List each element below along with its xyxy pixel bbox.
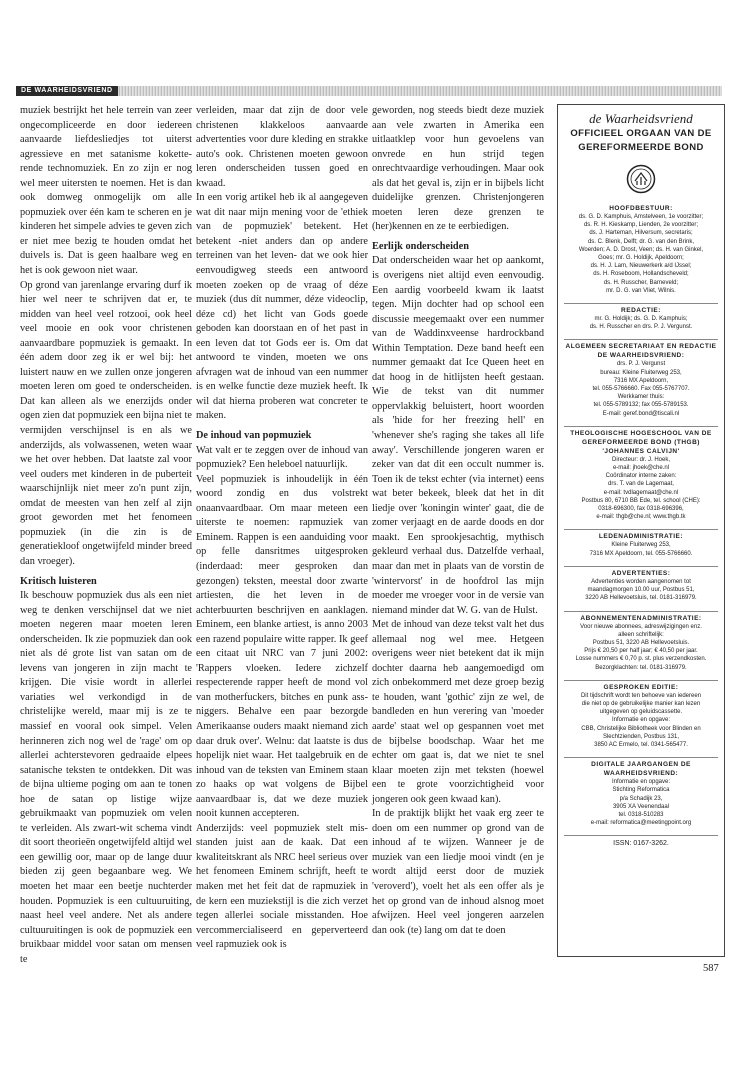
- paragraph: geworden, nog steeds biedt deze muziek aan vele zwarten in Amerika een uitlaatklep voor hun gevoelens van onvrede en hun strijd tegen onrechtvaardige verhoudingen. Maar ook als dat het geval is, zijn er in bijbels licht duidelijke grenzen. Christenjongeren moeten leren deze grenzen te (her)kennen en ze te eerbiedigen.: [372, 105, 544, 233]
- paragraph: Op grond van jarenlange ervaring durf ik hier wel neer te schrijven dat er, te midden van heel veel rotzooi, ook heel veel mooie en ook voor christenen aanvaardbare popmuziek is gemaakt. In één adem door zeg ik er wel bij: het luistert nauw en we zullen onze jongeren moeten leren om goed te onderscheiden. Dat kan alleen als we enerzijds onder ogen zien dat popmuziek een bijna niet te vermijden verschijnsel is en als we anderzijds, als volwassenen, weten waar we het over hebben. Dat laatste zal voor veel ouders met kinderen in de puberteit waarschijnlijk niet meer zo'n punt zijn, omdat de meesten van hen zelf al zijn groot geworden met het fenomeen popmuziek (in die zin is de generatiekloof ongetwijfeld minder breed dan vroeger).: [20, 279, 192, 567]
- paragraph: Met de inhoud van deze tekst valt het dus allemaal nog wel mee. Hetgeen overigens weer niet betekent dat ik mijn dochter daarna heb aangemoedigd om zich onbekommerd met deze groep bezig te houden, want 'gothic' zijn ze wel, de bandleden en hun verering van 'moeder aarde' staat wel op gespannen voet met de bijbelse boodschap. Waar het me echter om gaat is, dat we niet te snel klaar moeten zijn met teksten (hoewel een te grote voorzichtigheid voor jongeren ook geen kwaad kan).: [372, 619, 544, 805]
- running-header-label: DE WAARHEIDSVRIEND: [16, 86, 118, 96]
- masthead-line: Postbus 80, 6710 BB Ede, tel. school (CHE):: [581, 497, 701, 504]
- masthead-section: [564, 566, 718, 603]
- masthead-line: ds. R. H. Kieskamp, Lienden, 2e voorzitter;: [583, 222, 699, 229]
- masthead-line: Directeur: dr. J. Hoek,: [611, 456, 671, 463]
- masthead-line: Informatie en opgave:: [611, 717, 671, 724]
- masthead-line: Slechtzienden, Postbus 131,: [602, 733, 680, 740]
- masthead-section: [564, 529, 718, 557]
- masthead-section: [564, 426, 718, 522]
- masthead-line: bureau: Kleine Fluiterweg 253,: [600, 369, 682, 376]
- masthead-section-heading: ALGEMEEN SECRETARIAAT EN REDACTIE DE WAARHEIDSVRIEND:: [565, 343, 717, 360]
- paragraph: In een vorig artikel heb ik al aangegeven wat dit naar mijn mening voor de 'ethiek van de popmuziek' betekent. Het betekent -niet anders dan op andere terreinen van het leven- dat we ook hier eenvoudigweg steeds een antwoord moeten zoeken op de vraag of déze muziek (dus dít nummer, déze videoclip, déze cd) het licht van Gods goede geboden kan doorstaan en of het past in een leven dat tot Gods eer is. Om dat antwoord te vinden, moeten we ons afvragen wat de inhoud van een nummer is en welke functie deze muziek heeft. Ik wil dat hierna proberen wat concreter te maken.: [196, 192, 368, 422]
- masthead-line: ds. H. Russcher, Barneveld;: [603, 279, 679, 286]
- masthead-line: Coördinator interne zaken:: [605, 473, 677, 480]
- masthead-section: [564, 757, 718, 827]
- masthead-box: [557, 104, 725, 957]
- masthead-line: 7316 MX Apeldoorn,: [613, 377, 669, 384]
- masthead-line: Stichting Reformatica: [612, 787, 670, 794]
- masthead-line: Postbus 51, 3220 AB Hellevoetsluis.: [592, 639, 690, 646]
- masthead-line: uitgegeven op geluidscassette.: [599, 709, 683, 716]
- masthead-line: e-mail: jhoek@che.nl: [612, 465, 670, 472]
- masthead-line: CBB, Christelijke Bibliotheek voor Blinden en: [581, 725, 701, 732]
- masthead-line: Advertenties worden aangenomen tot: [591, 578, 691, 585]
- masthead-line: ds. J. Harteman, Hilversum, secretaris;: [589, 230, 693, 237]
- masthead-line: drs. T. van de Lagemaat,: [608, 481, 674, 488]
- paragraph: Wat valt er te zeggen over de inhoud van popmuziek? Een heleboel natuurlijk.: [196, 444, 368, 471]
- page-number: 587: [703, 963, 719, 974]
- masthead-section-heading: ABONNEMENTENADMINISTRATIE:: [580, 614, 702, 622]
- masthead-line: Voor nieuwe abonnees, adreswijzigingen enz.: [580, 623, 702, 630]
- masthead-line: e-mail: thgb@che.nl; www.thgb.tk: [596, 514, 686, 521]
- masthead-section: [564, 202, 718, 295]
- section-heading: Eerlijk onderscheiden: [372, 240, 469, 252]
- masthead-line: 3220 AB Hellevoetsluis, tel. 0181-316979.: [585, 595, 697, 602]
- masthead-section-heading: ADVERTENTIES:: [611, 569, 671, 577]
- masthead-section-heading: GESPROKEN EDITIE:: [603, 683, 679, 691]
- masthead-title: de Waarheidsvriend: [589, 111, 693, 126]
- masthead-line: alleen schriftelijk:: [618, 631, 664, 638]
- masthead-section: [564, 303, 718, 331]
- masthead-section-heading: HOOFDBESTUUR:: [609, 205, 673, 212]
- column-2: [196, 104, 368, 953]
- masthead-section-heading: LEDENADMINISTRATIE:: [598, 533, 684, 541]
- masthead-line: drs. P. J. Vergunst: [616, 361, 666, 368]
- masthead-line: Woerden; A. D. Drost, Veen; ds. H. van Ginkel,: [578, 246, 704, 253]
- masthead-line: 3850 AC Ermelo, tel. 0341-565477.: [594, 741, 688, 748]
- running-header-bar: [16, 86, 722, 96]
- column-1: [20, 104, 192, 967]
- masthead-line: p/a Schadijk 23,: [619, 795, 663, 802]
- masthead-line: ds. G. D. Kamphuis, Amstelveen, 1e voorzitter;: [578, 214, 704, 220]
- masthead-line: E-mail: geref.bond@tiscali.nl: [602, 410, 680, 417]
- masthead-line: Informatie en opgave:: [611, 779, 671, 786]
- section-heading: Kritisch luisteren: [20, 575, 97, 587]
- paragraph: Ik beschouw popmuziek dus als een niet weg te denken verschijnsel dat we niet moeten negeren maar moeten leren onderscheiden. Ik zie popmuziek dan ook niet als dé grote list van satan om de levens van jongeren in zijn macht te krijgen. Die visie wordt in allerlei variaties wel verkondigd in de christelijke wereld, maar mij is ze te massief en vooral ook simpel. Velen herinneren zich nog wel de 'rage' om op allerlei achterstevoren gedraaide elpees satanische teksten te ontdekken. Dit was de bijna ultieme poging om aan te tonen hoe de satan op listige wijze gebruikmaakt van popmuziek om velen te verleiden. Als zwart-wit schema vindt dit soort theorieën ongetwijfeld altijd wel een gewillig oor, maar op de lange duur bieden zij geen begaanbare weg. We moeten het maar een beetje nuchterder houden. Popmuziek is een cultuuruiting, naast heel veel andere. Net als andere cultuuruitingen is ook de popmuziek een bruikbaar middel voor satan om mensen te: [20, 590, 192, 965]
- masthead-line: ds. H. Russcher en drs. P. J. Vergunst.: [589, 324, 693, 331]
- masthead-line: Losse nummers € 0,70 p. st. plus verzendkosten. Bezorgklachten: tel. 0181-316979.: [575, 656, 707, 671]
- paragraph: Anderzijds: veel popmuziek stelt mis-standen juist aan de kaak. Dat een kwaliteitskrant als NRC heel serieus over het fenomeen Eminem schrijft, heeft te maken met het feit dat de rapmuziek in de kern een muziekstijl is die zich verzet tegen allerlei sociale misstanden. Hoe vercommercialiseerd en geperverteerd veel rapmuziek ook is: [196, 822, 368, 951]
- masthead-section-heading: THEOLOGISCHE HOGESCHOOL VAN DE GEREFORMEERDE BOND (THGB) 'JOHANNES CALVIJN': [570, 429, 712, 455]
- masthead-section: [564, 611, 718, 672]
- section-heading: De inhoud van popmuziek: [196, 430, 312, 442]
- masthead-line: ds. H. J. Lam, Nieuwerkerk a/d IJssel;: [590, 263, 692, 270]
- masthead-line: Prijs € 20,50 per half jaar; € 40,50 per jaar.: [584, 648, 698, 655]
- paragraph: verleiden, maar dat zijn de door vele christenen klakkeloos aanvaarde advertenties voor dure kleding en strakke auto's ook. Christenen moeten gewoon leren onderscheiden tussen goed en kwaad.: [196, 105, 368, 189]
- masthead-line: e-mail: tvdlagemaat@che.nl: [603, 489, 679, 496]
- masthead-section: [564, 835, 718, 848]
- masthead-line: ISSN: 0167-3262.: [613, 840, 669, 848]
- masthead-line: Dit tijdschrift wordt ten behoeve van iedereen: [580, 692, 702, 699]
- masthead-line: die niet op de gebruikelijke manier kan lezen: [581, 700, 701, 707]
- paragraph: Veel popmuziek is inhoudelijk in één woord zondig en dus volstrekt onaanvaardbaar. Om maar meteen een uiterste te noemen: rapmuziek van Eminem. Rappen is een aanduiding voor op felle dansritmes uitgesproken (inderdaad: meer gesproken dan gezongen) teksten, meestal door zwarte artiesten, die het leven in de achterbuurten beschrijven en aanklagen. Eminem, een blanke artiest, is anno 2003 een razend populaire witte rapper. Ik geef een citaat uit NRC van 7 juni 2002: 'Rappers vloeken. Iedere zichzelf respecterende rapper heeft de mond vol van motherfuckers, bitches en punk ass-niggers. Behalve een paar bezorgde Amerikaanse ouders maakt niemand zich daar druk over'. Welnu: dat laatste is dus hopelijk niet waar. Het taalgebruik en de inhoud van de teksten van Eminem staan zo haaks op wat volgens de Bijbel aanvaardbaar is, dat we deze muziek nooit kunnen accepteren.: [196, 473, 368, 820]
- masthead-line: tel. 055-5766660. Fax 055-5767707.: [592, 386, 690, 393]
- masthead-line: Kleine Fluiterweg 253,: [611, 542, 671, 549]
- masthead-subtitle-2: GEREFORMEERDE BOND: [578, 141, 704, 153]
- masthead-line: Werkkamer thuis:: [617, 394, 665, 401]
- masthead-line: ds. H. Roseboom, Hollandscheveld;: [593, 271, 689, 278]
- masthead-line: tel. 0318-510283: [618, 811, 664, 818]
- masthead-line: tel. 055-5789132; fax 055-5789153.: [593, 402, 689, 409]
- masthead-subtitle-1: OFFICIEEL ORGAAN VAN DE: [570, 128, 712, 139]
- masthead-line: ds. C. Blenk, Delft; dr. G. van den Brink,: [587, 238, 695, 245]
- masthead-section: [564, 680, 718, 749]
- masthead-line: e-mail: reformatica@meetingpoint.org: [590, 820, 692, 827]
- paragraph: muziek bestrijkt het hele terrein van zeer ongecompliceerde en door iedereen aanvaarde liefdesliedjes tot uiterst agressieve en met satanisme kokette-rende technomuziek. En zo zijn er nog wel meer uitersten te noemen. Het is dan ook domweg onmogelijk om alle popmuziek over één kam te scheren en je kinderen het simpele advies te geven zich er niet mee bezig te houden omdat het duivels is. Dat is geen haalbare weg en het is ook gewoon niet waar.: [20, 105, 192, 277]
- bond-logo-icon: [626, 164, 656, 194]
- masthead-section-heading: REDACTIE:: [621, 307, 661, 315]
- paragraph: In de praktijk blijkt het vaak erg zeer te doen om een nummer op grond van de inhoud af te wijzen. Wanneer je de muziek van een liedje mooi vindt (en je wordt altijd eerst door de muziek 'veroverd'), voelt het als een offer als je het op grond van de inhoud alsnog moet afwijzen. Heel veel jongeren aarzelen dan ook (te) lang om dat te doen: [372, 808, 544, 936]
- column-3: [372, 104, 544, 938]
- masthead-sections: [558, 202, 724, 849]
- paragraph: Dat onderscheiden waar het op aankomt, is overigens niet altijd even eenvoudig. Een aardig voorbeeld kwam ik laatst tegen. Mijn dochter had op school een discussie meegemaakt over een nummer van de Waddinxveense hardrockband Within Temptation. Deze band heeft een nummer gemaakt dat Ice Queen heet en dat hoog in de hitlijsten heeft gestaan. Wie de tekst van dit nummer oppervlakkig beluistert, hoort woorden als 'hide for her freezing hell' en 'whenever she's raging she takes all life away'. Verschillende jongeren waren er zeker van dat dit een occult nummer is. Toen ik de tekst echter (via internet) eens wat beter bekeek, bleek dat het in dit liedje over 'koningin winter' gaat, die de zomer verjaagt en de aarde doods en dor maakt. Een sprookjesachtig, mythisch gekleurd verhaal dus. Datzelfde verhaal, maar dan met in plaats van de vorstin de 'wintervorst' in de hoofdrol las mijn moeder me vroeger voor in de versie van niemand minder dat W. G. van de Hulst.: [372, 255, 544, 616]
- masthead-line: mr. G. Holdijk; ds. G. D. Kamphuis;: [594, 316, 688, 323]
- masthead-section: [564, 339, 718, 417]
- masthead-section-heading: DIGITALE JAARGANGEN DE WAARHEIDSVRIEND:: [591, 761, 691, 778]
- masthead-line: 0318-696300, fax 0318-696396,: [598, 506, 684, 513]
- masthead-line: maandagmorgen 10.00 uur, Postbus 51,: [587, 587, 695, 594]
- masthead-line: mr. D. G. van Vliet, Wilnis.: [606, 287, 676, 294]
- masthead-line: 3905 XA Veenendaal: [612, 803, 670, 810]
- masthead-line: Goes; mr. G. Holdijk, Apeldoorn;: [598, 255, 684, 262]
- masthead-line: 7316 MX Apeldoorn, tel. 055-5766660.: [589, 550, 693, 557]
